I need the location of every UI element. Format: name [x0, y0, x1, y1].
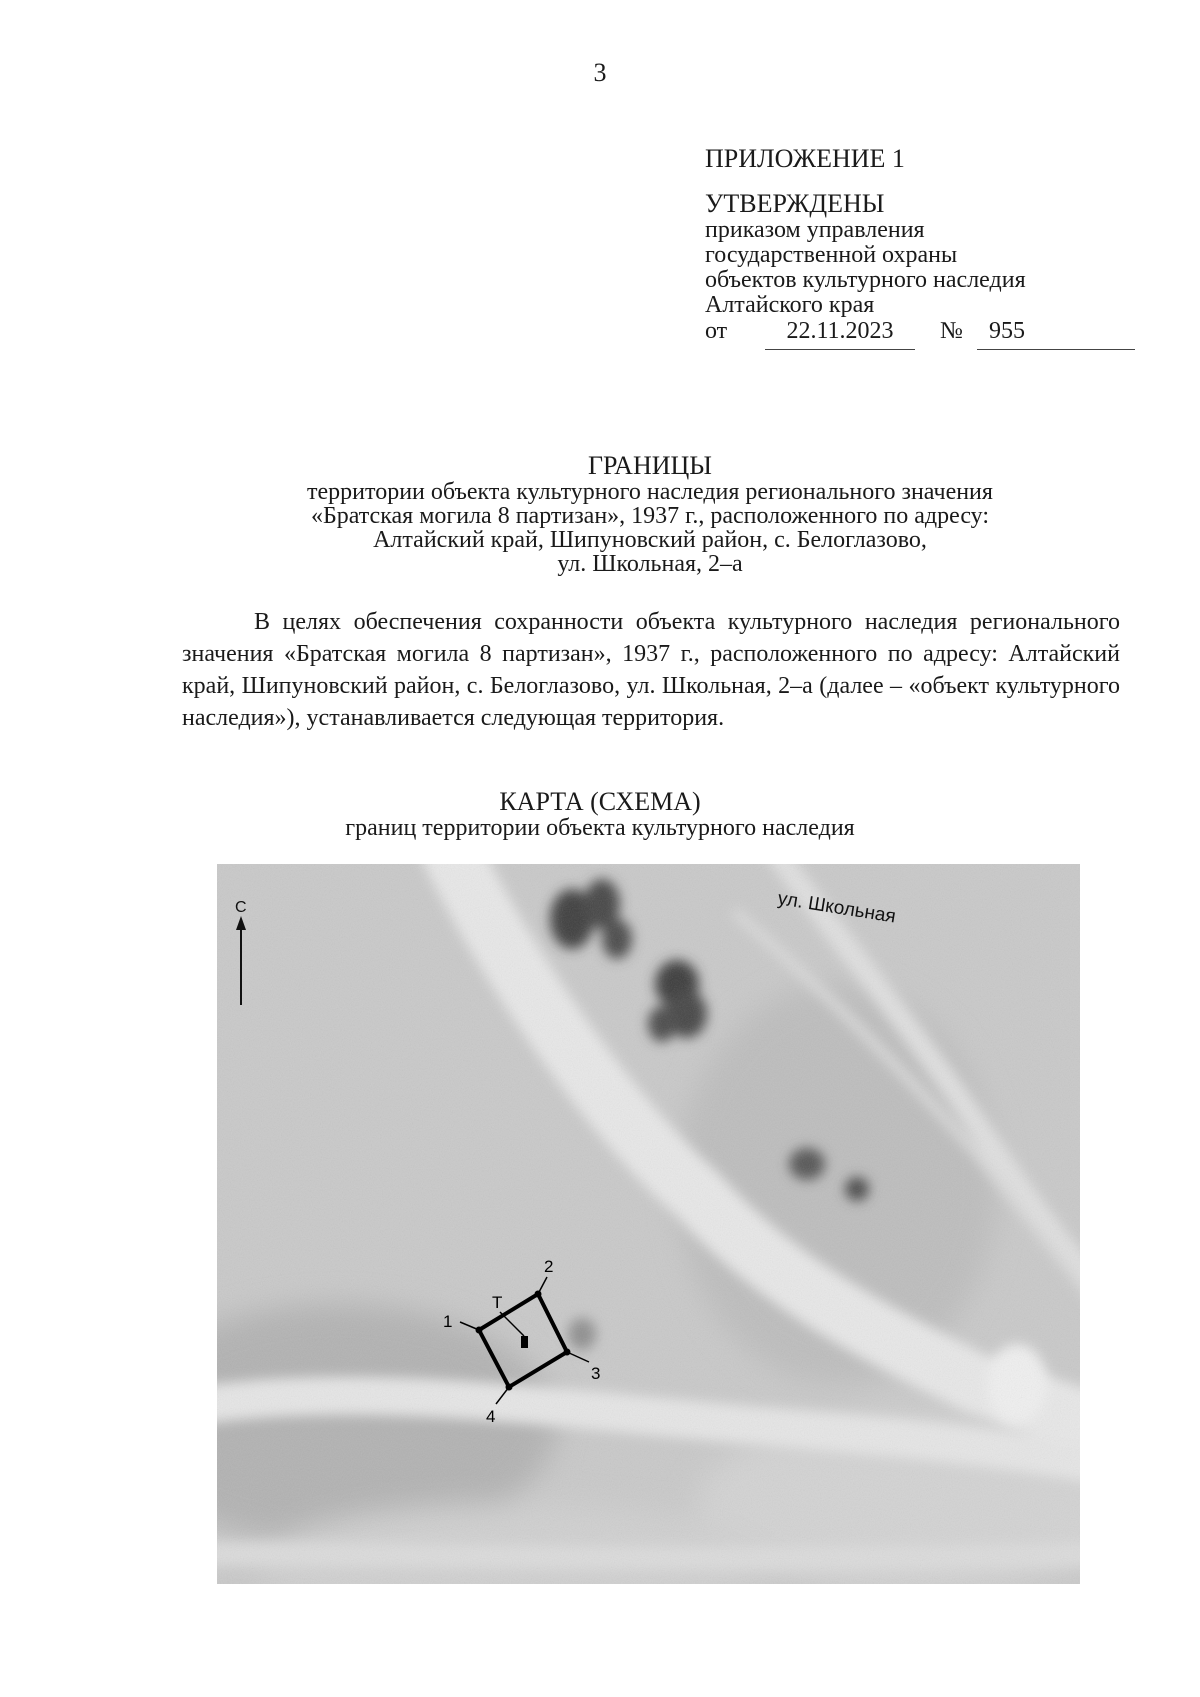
north-label: С	[235, 899, 247, 916]
title-main: ГРАНИЦЫ	[588, 451, 712, 480]
order-number: 955	[977, 318, 1135, 350]
object-marker	[521, 1336, 528, 1348]
approval-heading: УТВЕРЖДЕНЫ	[705, 189, 885, 218]
approval-block	[705, 190, 1026, 318]
point-label-2: 2	[544, 1257, 554, 1276]
title-line: Алтайский край, Шипуновский район, с. Белоглазово,	[373, 527, 927, 553]
order-number-label: №	[940, 318, 963, 344]
street-label: ул. Школьная	[776, 888, 898, 928]
title-line: «Братская могила 8 партизан», 1937 г., расположенного по адресу:	[310, 503, 990, 529]
point-label-3: 3	[591, 1364, 601, 1383]
approval-line: объектов культурного наследия	[705, 267, 1026, 293]
map-title: КАРТА (СХЕМА)	[499, 787, 701, 816]
title-line: ул. Школьная, 2–а	[557, 551, 743, 577]
approval-line: приказом управления	[705, 217, 925, 243]
title-line: территории объекта культурного наследия регионального значения	[307, 479, 993, 505]
object-label: Т	[492, 1293, 503, 1312]
order-details	[705, 318, 1135, 354]
point-label-1: 1	[443, 1312, 453, 1331]
point-label-4: 4	[486, 1407, 496, 1426]
document-title	[190, 452, 1110, 576]
body-paragraph	[182, 606, 1120, 734]
boundary-map	[217, 864, 1080, 1584]
map-heading	[0, 788, 1200, 840]
order-date: 22.11.2023	[765, 318, 915, 350]
appendix-label: ПРИЛОЖЕНИЕ 1	[705, 144, 905, 173]
map-grain	[217, 864, 1080, 1584]
page-number: 3	[593, 58, 607, 87]
body-text: В целях обеспечения сохранности объекта культурного наследия регионального значения «Братская могила 8 партизан», 1937 г., расположенного по адресу: Алтайский край, Шипуновский район, с. Белоглазово, ул. Школьная, 2–а (далее – «объект культурного наследия»), устанавливается следующая территория.	[182, 609, 1120, 731]
order-from-label: от	[705, 318, 728, 344]
approval-line: государственной охраны	[705, 242, 958, 268]
map-subtitle: границ территории объекта культурного наследия	[345, 815, 855, 841]
approval-line: Алтайского края	[705, 292, 875, 318]
